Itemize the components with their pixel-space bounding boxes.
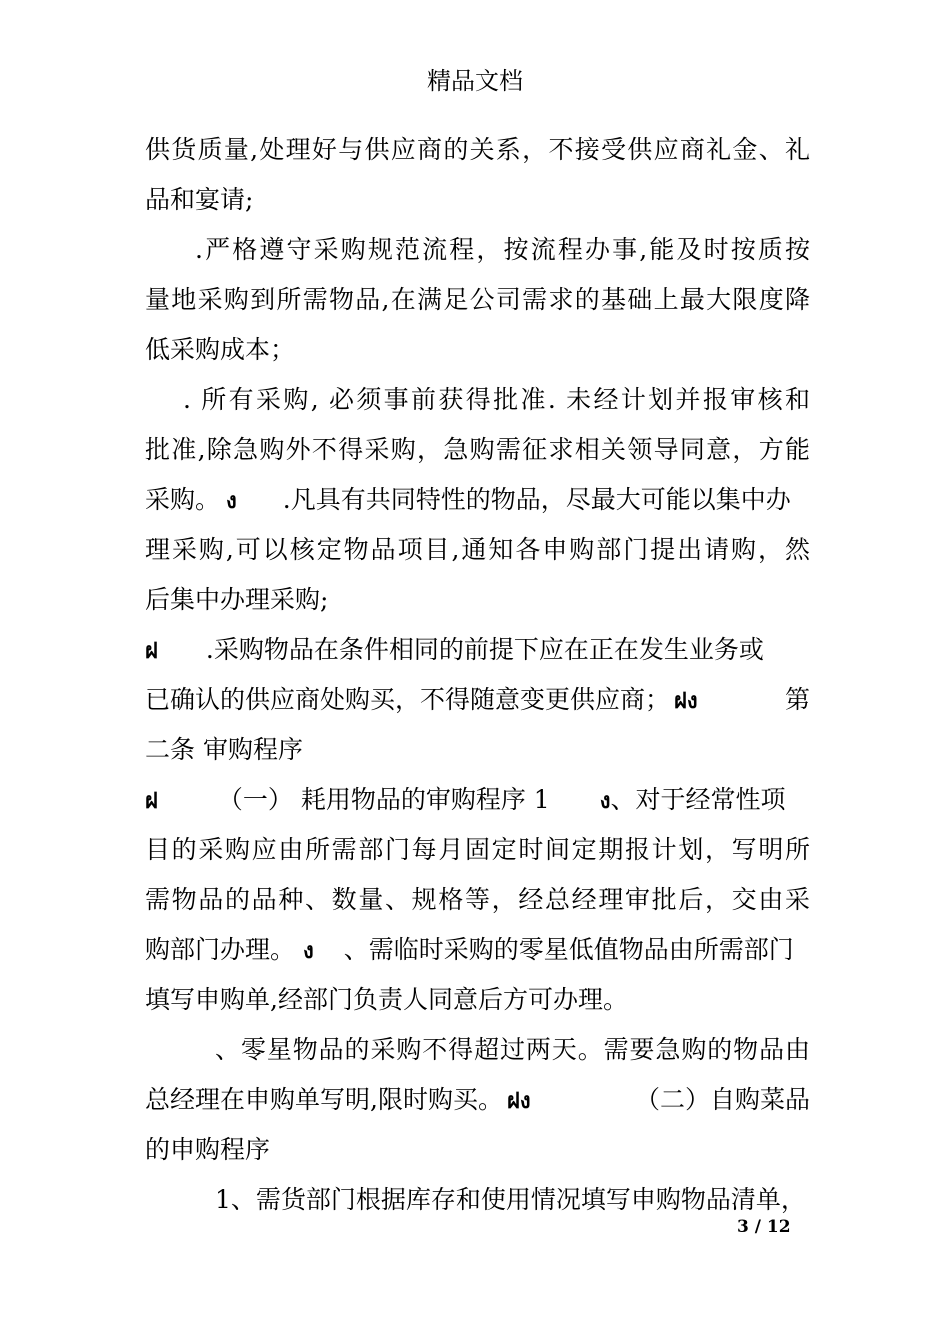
text-line: 量地采购到所需物品,在满足公司需求的基础上最大限度降 [145, 285, 810, 314]
text-line: 低采购成本； [145, 335, 296, 364]
text-line: 后集中办理采购; [145, 585, 329, 614]
text-line: 填写申购单,经部门负责人同意后方可办理。 [145, 985, 628, 1014]
text-line: 供货质量,处理好与供应商的关系，不接受供应商礼金、礼 [145, 135, 810, 164]
text-line: 理采购,可以核定物品项目,通知各申购部门提出请购，然 [145, 535, 810, 564]
text-line: 二条 审购程序 [145, 735, 303, 764]
text-line: 目的采购应由所需部门每月固定时间定期报计划，写明所 [145, 835, 810, 864]
glyph-mark: ง [303, 939, 314, 964]
text-span: .采购物品在条件相同的前提下应在正在发生业务或 [205, 635, 764, 664]
glyph-mark: ฝ [145, 639, 158, 664]
glyph-mark: ฝ [145, 789, 158, 814]
text-span: 、需临时采购的零星低值物品由所需部门 [343, 935, 794, 964]
text-span: 总经理在申购单写明,限时购买。 [145, 1085, 503, 1114]
glyph-mark: ง [599, 789, 611, 814]
text-line [145, 625, 810, 675]
document-body [145, 125, 810, 1225]
text-line: 1、需货部门根据库存和使用情况填写申购物品清单， [215, 1185, 806, 1214]
text-line [145, 1075, 810, 1125]
text-line: .严格遵守采购规范流程，按流程办事,能及时按质按 [195, 235, 810, 264]
text-line [145, 675, 810, 725]
glyph-mark: ฝง [506, 1089, 531, 1114]
text-line: 需物品的品种、数量、规格等，经总经理审批后，交由采 [145, 885, 810, 914]
text-span: 采购。 [145, 485, 221, 514]
text-span: （二）自购菜品 [634, 1085, 810, 1114]
text-span: .凡具有共同特性的物品，尽最大可能以集中办 [282, 485, 791, 514]
text-line [145, 475, 810, 525]
text-line [145, 925, 810, 975]
text-line: 批准,除急购外不得采购，急购需征求相关领导同意，方能 [145, 435, 810, 464]
text-span: （一） 耗用物品的审购程序 1 [217, 785, 550, 814]
glyph-mark: ง [226, 489, 237, 514]
text-line: 的申购程序 [145, 1135, 271, 1164]
page-header: 精品文档 [427, 67, 523, 95]
text-line: 、零星物品的采购不得超过两天。需要急购的物品由 [215, 1035, 810, 1064]
text-span: 购部门办理。 [145, 935, 296, 964]
page-number: 3 / 12 [737, 1217, 791, 1237]
text-span: 、对于经常性项 [610, 785, 786, 814]
text-line: 品和宴请; [145, 185, 254, 214]
glyph-mark: ฝง [674, 689, 698, 714]
text-line: . 所有采购, 必须事前获得批准. 未经计划并报审核和 [183, 385, 810, 414]
text-line [145, 775, 810, 825]
text-span: 第 [784, 685, 810, 714]
text-span: 已确认的供应商处购买，不得随意变更供应商； [145, 685, 671, 714]
